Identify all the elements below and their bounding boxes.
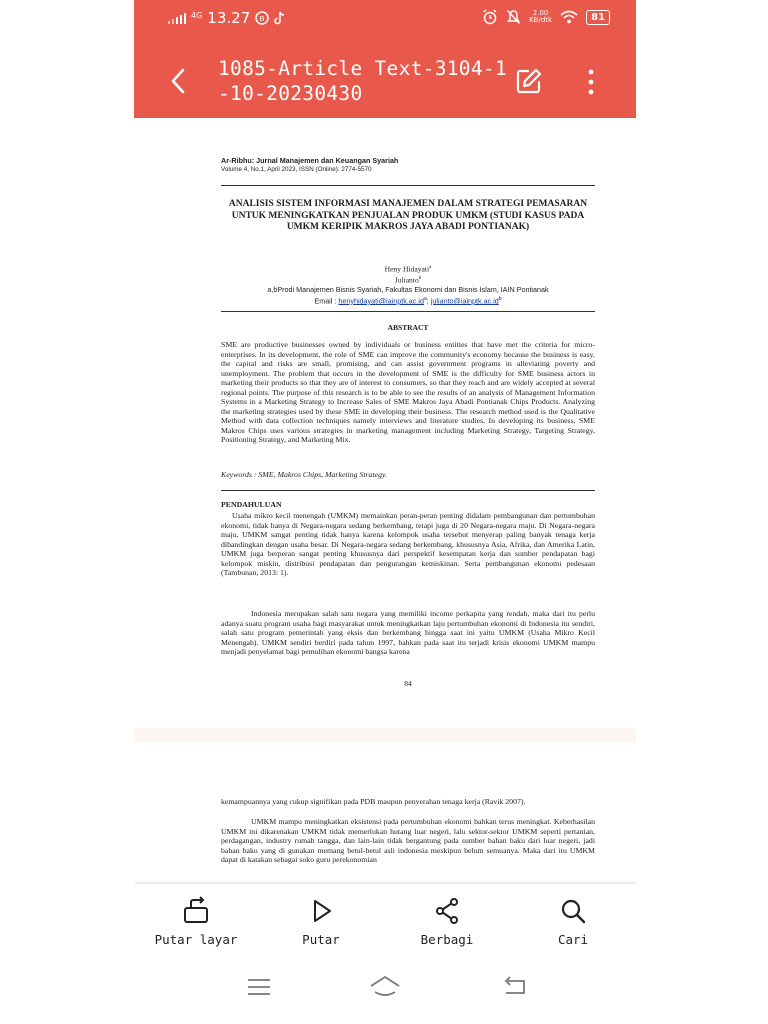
abstract-heading: ABSTRACT (387, 323, 429, 332)
abstract-text: SME are productive businesses owned by individuals or business entities that have met the criteria for micro-enterprises. In its development, the role of SME can improve the community's economy because the business is easy, the capital and risks are small, promising, and can assist government programs in alleviating poverty and unemployment. The problem that occurs in the development of SME is the difficulty for SME business actors in marketing their products so that they are of interest to consumers, so that they reach and are widely accepted at several regional points. The purpose of this research is to be able to see the results of an analysis of Management Information Systems in a Marketing Strategy to Increase Sales of SME Makros Jaya Abadi Pontianak Chips Products. Analyzing the marketing strategies used by these SME in developing their business. The research method used is the Qualitative Method with data collection techniques namely interviews and literature studies. In developing its business, SME Makros Chips uses various strategies in marketing management including Marketing Strategy, Targeting Strategy, Positioning Strategy, and Marketing Mix. (221, 340, 595, 445)
carrier-label: 4G (191, 10, 203, 20)
more-vertical-icon[interactable] (584, 68, 598, 96)
return-icon[interactable] (502, 976, 528, 998)
paragraph: Indonesia merupakan salah satu negara yang memiliki income perkapita yang rendah, maka dari itu perlu adanya suatu program usaha bagi masyarakat untuk meningkatkan laju pertumbuhan ekonomi di Indonesia itu sendiri, salah satu program pemerintah yang eksis dan berkembang hingga saat ini yaitu UMKM (Usaha Mikro Kecil Menengah). UMKM sendiri berdiri pada tahun 1997, bahkan pada saat itu terjadi krisis ekonomi UMKM mampu menjadi penyelamat bagi pemulihan ekonomi bangsa karena (221, 609, 595, 657)
divider (221, 490, 595, 491)
rotate-screen-icon (181, 896, 211, 926)
status-bar (134, 0, 636, 36)
play-button[interactable] (271, 896, 371, 947)
battery-indicator: 81 (586, 10, 610, 25)
section-heading: PENDAHULUAN (221, 500, 282, 509)
affiliation: a,bProdi Manajemen Bisnis Syariah, Fakultas Ekonomi dan Bisnis Islam, IAIN Pontianak (267, 285, 549, 295)
journal-volume: Volume 4, No.1, April 2023, ISSN (Online): 2774-5570 (221, 166, 372, 173)
journal-header (221, 156, 595, 173)
clock: 13.27 (207, 9, 251, 27)
nav-label: Putar layar (154, 932, 238, 947)
message-icon (255, 11, 269, 25)
play-icon (306, 896, 336, 926)
menu-icon[interactable] (246, 976, 272, 998)
email-link-1[interactable]: henyhidayati@iainptk.ac.id (338, 295, 424, 305)
nav-label: Cari (557, 932, 589, 947)
share-icon (432, 896, 462, 926)
alarm-icon (482, 9, 498, 25)
divider (221, 185, 595, 186)
bottom-toolbar (134, 884, 636, 960)
net-speed: 2.00 KB/dtk (529, 9, 553, 24)
page-separator (134, 728, 636, 742)
paragraph: UMKM mampu meningkatkan eksistensi pada pertumbuhan ekonomi bahkan terus meningkat. Keberhasilan UMKM ini dikarenakan UMKM tidak memerlukan hutang luar negeri, lalu sektor-sektor UMKM seperti pertanian, perdagangan, industry rumah tangga, dan lain-lain tidak bergantung pada sumber bahan baku dari luar negeri, jadi bahan baku yang di gunakan memang betul-betul asli indonesia meskipun belum semuanya. Maka dari itu UMKM dapat di katakan sebagai soko guru perekonomian (221, 817, 595, 865)
nav-label: Putar (302, 932, 340, 947)
search-button[interactable] (523, 896, 623, 947)
paragraph: Usaha mikro kecil menengah (UMKM) memainkan peran-peran penting didalam pembangunan dan pertumbuhan ekonomi, tidak hanya di Negara-negara sedang berkembang, tetapi juga di 20 Negara-negara maju. Di Negara-negara maju, UMKM sangat penting tidak hanya karena kelompok usaha tersebut menyerap paling banyak tenaga kerja dibandingkan dengan usaha besar. Di Negara-negara sedang berkembang, khususnya Asia, Afrika, dan Amerika Latin, UMKM juga berperan sangat penting khususnya dari perspektif kesempatan kerja dan sumber pendapatan bagi kelompok miskin, distribusi pendapatan dan pengurangan kemiskinan. Serta pembangunan ekonomi pedesaan (Tambunan, 2013: 1). (221, 511, 595, 578)
email-link-2[interactable]: julianto@iainptk.ac.id (430, 295, 499, 305)
divider (221, 311, 595, 312)
app-bar (134, 0, 636, 118)
back-arrow-icon[interactable] (166, 66, 192, 96)
system-navigation-bar (134, 960, 636, 1024)
document-title: 1085-Article Text-3104-1-10-20230430 (218, 57, 507, 105)
search-icon (558, 896, 588, 926)
wifi-icon (560, 10, 578, 24)
nav-label: Berbagi (420, 932, 474, 947)
author-1: Heny Hidayati (384, 264, 430, 274)
email-line: Email : $henyhidayati@iainptk.ac.id^a$; $julianto@iainptk.ac.id^b$ (314, 295, 502, 305)
signal-icon (168, 12, 190, 24)
journal-name: Ar-Ribhu: Jurnal Manajemen dan Keuangan Syariah (221, 156, 399, 165)
article-title: ANALISIS SISTEM INFORMASI MANAJEMEN DALAM STRATEGI PEMASARAN UNTUK MENINGKATKAN PENJUALAN PRODUK UMKM (STUDI KASUS PADA UMKM KERIPIK MAKROS JAYA ABADI PONTIANAK) (228, 199, 588, 232)
home-icon[interactable] (368, 974, 402, 1000)
edit-icon[interactable] (514, 66, 544, 96)
tiktok-icon (274, 11, 286, 25)
pdf-page-85 (134, 742, 636, 884)
pdf-page-84 (134, 118, 636, 728)
mute-icon (506, 9, 521, 25)
paragraph: kemampuannya yang cukup signifikan pada PDB maupun penyerahan tenaga kerja (Ravik 2007). (221, 797, 526, 806)
rotate-screen-button[interactable] (146, 896, 246, 947)
svg-text:B: B (259, 16, 265, 23)
keywords: Keywords : SME, Makros Chips, Marketing Strategy. (221, 470, 387, 479)
authors: Heny Hidayati$^a$ Julianto$^b$ a,bProdi Manajemen Bisnis Syariah, Fakultas Ekonomi dan Bisnis Islam, IAIN Pontianak Email : $henyhidayati@iainptk.ac.id^a$; $julianto@iainptk.ac.id^b$ (221, 263, 595, 305)
pdf-viewer-screen (134, 0, 636, 1024)
author-2: Julianto (394, 275, 419, 285)
share-button[interactable] (397, 896, 497, 947)
page-number: 84 (404, 679, 412, 688)
